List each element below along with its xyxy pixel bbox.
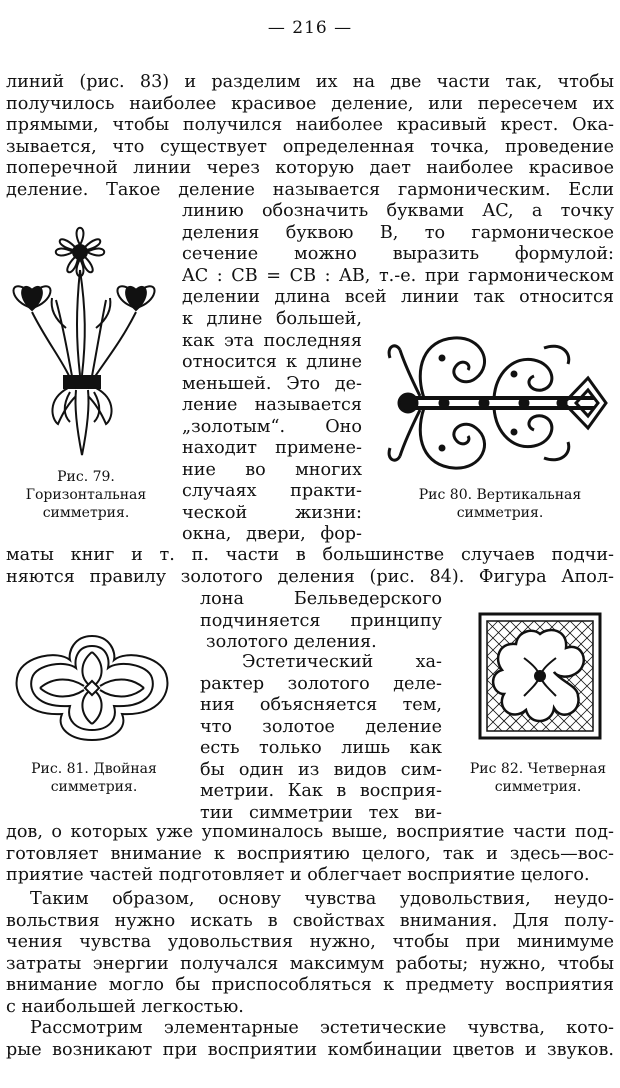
paragraph-books — [6, 545, 614, 588]
text-line: ление называется — [182, 395, 362, 415]
text-line: дов, о которых уже упоминалось выше, восприятие части под- — [6, 822, 614, 842]
figure-80-scroll-hinge — [384, 328, 612, 478]
text-line: AC : CB = CB : AB, т.-е. при гармоническом — [182, 265, 614, 286]
paragraph-golden-column — [182, 309, 362, 546]
text-line: затраты энергии получался максимум работы; нужно, чтобы — [6, 953, 614, 974]
caption-line: симметрия. — [456, 505, 544, 521]
text-line: бы один из видов сим- — [200, 759, 442, 780]
text-line: деления буквою B, то гармоническое — [182, 222, 614, 243]
text-line: линий (рис. 83) и разделим их на две части так, чтобы — [6, 72, 614, 92]
figure-81-quatrefoil — [10, 632, 174, 744]
caption-line: симметрия. — [42, 505, 130, 521]
caption-line: Рис 82. Четверная — [469, 761, 607, 777]
text-line: с наибольшей легкостью. — [6, 996, 244, 1017]
text-line: линию обозначить буквами AC, а точку — [182, 201, 614, 221]
text-line: ния объясняется тем, — [200, 695, 442, 715]
text-line: зывается, что существует определенная точка, проведение — [6, 136, 614, 157]
text-line: относится к длине — [182, 352, 362, 372]
caption-line: симметрия. — [50, 779, 138, 795]
text-line: случаях практи- — [182, 481, 362, 501]
text-line: тии симметрии тех ви- — [200, 802, 442, 823]
text-line: вольствия нужно искать в свойствах внимания. Для полу- — [6, 910, 614, 931]
text-line: внимание могло бы приспособляться к предмету восприятия — [6, 975, 614, 995]
caption-line: Рис 80. Вертикальная — [418, 487, 582, 503]
text-line: делении длина всей линии так относится — [182, 287, 614, 307]
text-line: находит примене- — [182, 438, 362, 458]
paragraph-elementary — [6, 1018, 614, 1061]
page-number: — 216 — — [267, 18, 353, 38]
caption-line: Горизонтальная — [25, 487, 147, 503]
caption-fig-80 — [384, 486, 616, 522]
text-line: Эстетический ха- — [242, 652, 442, 672]
text-line: приятие частей подготовляет и облегчает восприятие целого. — [6, 865, 590, 885]
text-line: золотого деления. — [206, 632, 377, 652]
text-line: ние во многих — [182, 459, 362, 480]
text-line: окна, двери, фор- — [182, 524, 362, 544]
text-line: есть только лишь как — [200, 738, 442, 758]
paragraph-apollo — [200, 589, 442, 654]
text-line: деление. Такое деление называется гармоническим. Если — [6, 179, 614, 200]
text-line: няются правилу золотого деления (рис. 84). Фигура Апол- — [6, 566, 614, 587]
paragraph-pleasure — [6, 889, 614, 1018]
text-line: сечение можно выразить формулой: — [182, 244, 614, 264]
caption-line: Рис. 79. — [57, 469, 115, 485]
caption-fig-79 — [2, 468, 170, 522]
caption-fig-81 — [4, 760, 184, 796]
figure-79-floral-ornament — [6, 210, 168, 460]
caption-line: симметрия. — [494, 779, 582, 795]
text-line: как эта последняя — [182, 330, 362, 351]
text-line: чения чувства удовольствия нужно, чтобы при минимуме — [6, 932, 614, 952]
text-line: подчиняется принципу — [200, 610, 442, 631]
text-line: получилось наиболее красивое деление, или пересечем их — [6, 93, 614, 114]
text-line: Рассмотрим элементарные эстетические чувства, кото- — [30, 1018, 614, 1038]
paragraph-aesthetic — [200, 652, 442, 824]
paragraph-perception — [6, 822, 614, 887]
caption-line: Рис. 81. Двойная — [31, 761, 157, 777]
figure-82-cross-tile — [478, 612, 602, 740]
text-line: ческой жизни: — [182, 502, 362, 523]
paragraph-harmonic-intro — [6, 72, 614, 201]
text-line: лона Бельведерского — [200, 589, 442, 609]
text-line: рактер золотого деле- — [200, 673, 442, 694]
text-line: Таким образом, основу чувства удовольствия, неудо- — [30, 889, 614, 909]
text-line: метрии. Как в восприя- — [200, 781, 442, 801]
text-line: что золотое деление — [200, 716, 442, 737]
text-line: поперечной линии через которую дает наиболее красивое — [6, 158, 614, 178]
text-line: к длине большей, — [182, 309, 362, 329]
paragraph-formula — [182, 201, 614, 309]
text-line: готовляет внимание к восприятию целого, так и здесь—вос- — [6, 843, 614, 864]
text-line: прямыми, чтобы получился наиболее красивый крест. Ока- — [6, 115, 614, 135]
text-line: „золотым“. Оно — [182, 416, 362, 437]
caption-fig-82 — [456, 760, 620, 796]
text-line: маты книг и т. п. части в большинстве случаев подчи- — [6, 545, 614, 565]
text-line: меньшей. Это де- — [182, 373, 362, 394]
text-line: рые возникают при восприятии комбинации цветов и звуков. — [6, 1039, 614, 1060]
